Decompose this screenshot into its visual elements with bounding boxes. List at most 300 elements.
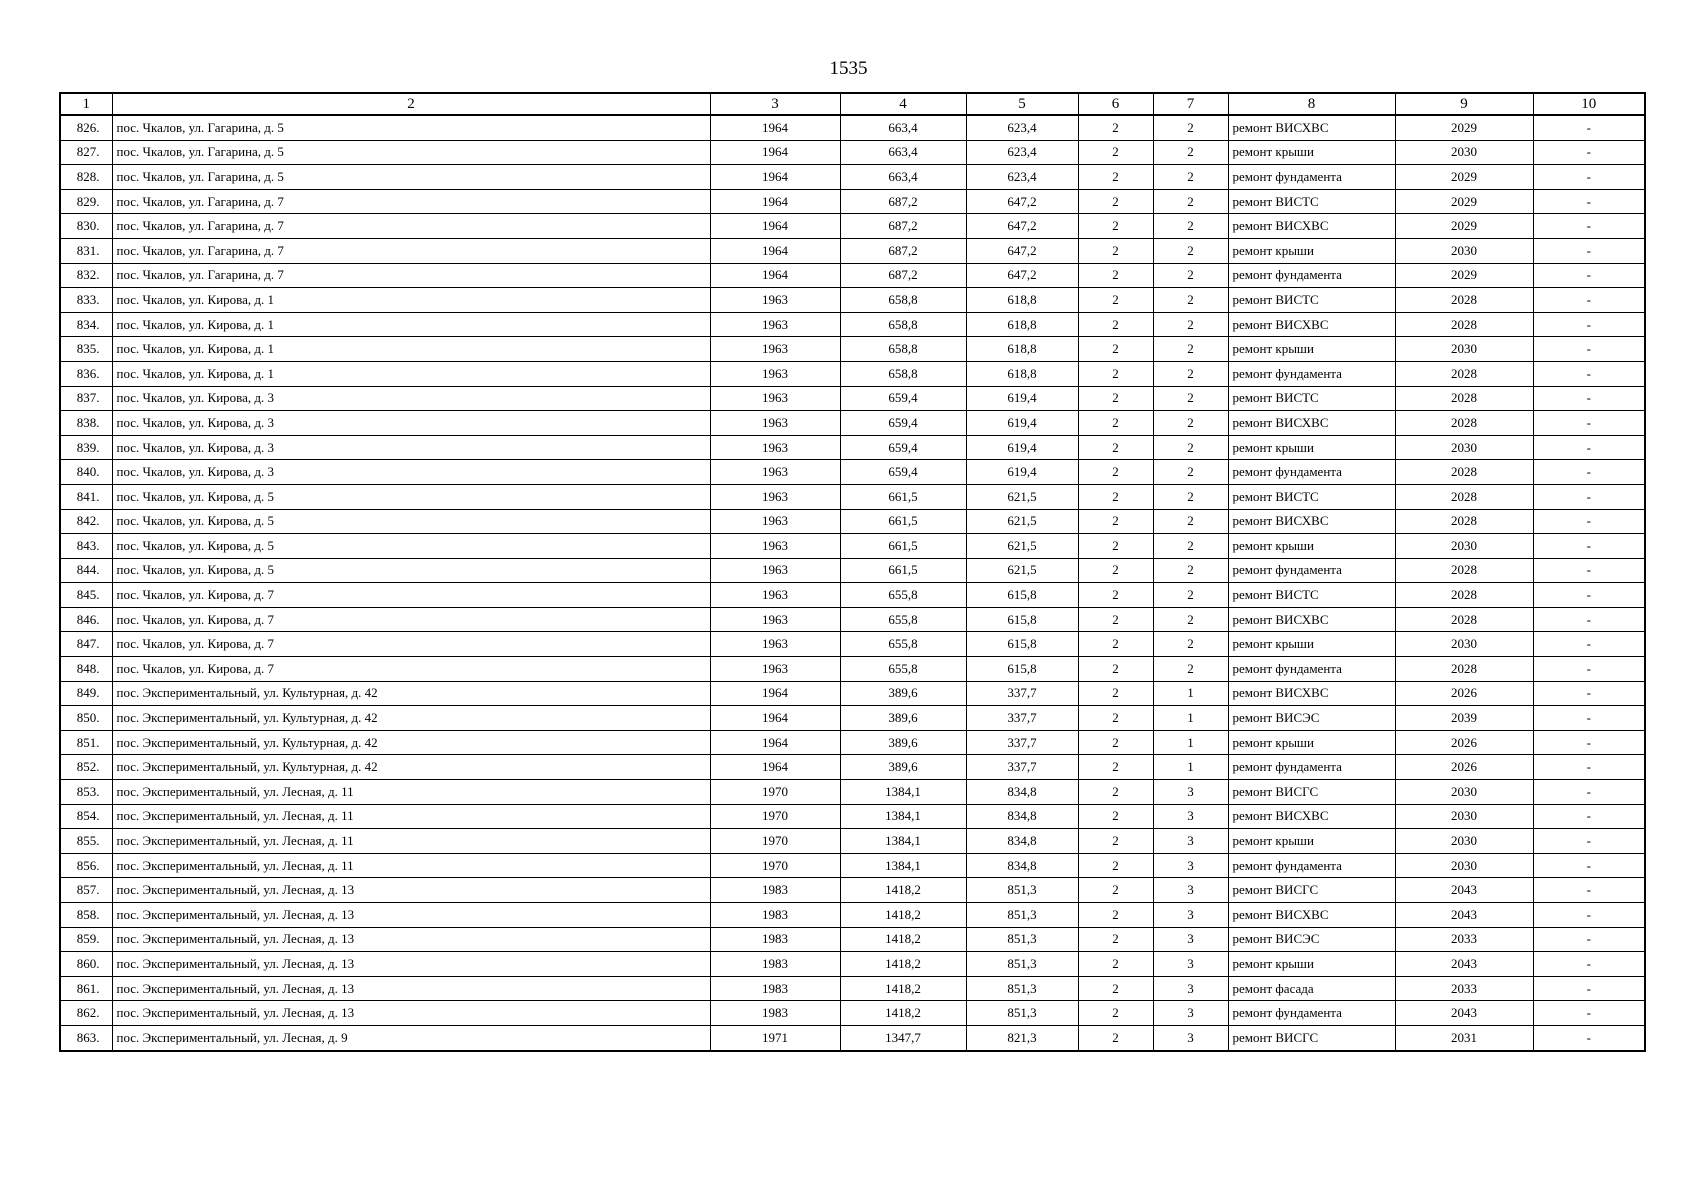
table-row — [60, 657, 1645, 682]
table-row — [60, 140, 1645, 165]
note-cell: - — [1533, 509, 1645, 534]
planned-year-cell: 2028 — [1395, 509, 1533, 534]
work-type-cell: ремонт ВИСХВС — [1228, 681, 1395, 706]
living-area-cell: 621,5 — [966, 558, 1078, 583]
column-header: 6 — [1078, 93, 1153, 115]
work-type-cell: ремонт крыши — [1228, 435, 1395, 460]
note-cell: - — [1533, 140, 1645, 165]
table-row — [60, 804, 1645, 829]
year-built-cell: 1983 — [710, 952, 840, 977]
total-area-cell: 389,6 — [840, 706, 966, 731]
floors-cell: 2 — [1078, 288, 1153, 313]
living-area-cell: 337,7 — [966, 681, 1078, 706]
entrances-cell: 3 — [1153, 976, 1228, 1001]
address-cell: пос. Чкалов, ул. Кирова, д. 7 — [112, 632, 710, 657]
table-row — [60, 927, 1645, 952]
entrances-cell: 2 — [1153, 140, 1228, 165]
entrances-cell: 2 — [1153, 435, 1228, 460]
living-area-cell: 621,5 — [966, 484, 1078, 509]
address-cell: пос. Экспериментальный, ул. Культурная, д. 42 — [112, 681, 710, 706]
address-cell: пос. Чкалов, ул. Гагарина, д. 7 — [112, 189, 710, 214]
note-cell: - — [1533, 386, 1645, 411]
year-built-cell: 1964 — [710, 730, 840, 755]
total-area-cell: 1384,1 — [840, 804, 966, 829]
column-header: 2 — [112, 93, 710, 115]
year-built-cell: 1964 — [710, 263, 840, 288]
total-area-cell: 1418,2 — [840, 952, 966, 977]
note-cell: - — [1533, 214, 1645, 239]
entrances-cell: 3 — [1153, 780, 1228, 805]
column-header: 1 — [60, 93, 112, 115]
table-row — [60, 435, 1645, 460]
address-cell: пос. Чкалов, ул. Кирова, д. 5 — [112, 534, 710, 559]
row-number-cell: 859. — [60, 927, 112, 952]
address-cell: пос. Экспериментальный, ул. Лесная, д. 13 — [112, 976, 710, 1001]
table-row — [60, 214, 1645, 239]
floors-cell: 2 — [1078, 829, 1153, 854]
planned-year-cell: 2026 — [1395, 681, 1533, 706]
address-cell: пос. Чкалов, ул. Кирова, д. 7 — [112, 657, 710, 682]
year-built-cell: 1963 — [710, 337, 840, 362]
living-area-cell: 615,8 — [966, 657, 1078, 682]
year-built-cell: 1963 — [710, 288, 840, 313]
floors-cell: 2 — [1078, 115, 1153, 140]
table-row — [60, 583, 1645, 608]
row-number-cell: 834. — [60, 312, 112, 337]
work-type-cell: ремонт крыши — [1228, 829, 1395, 854]
work-type-cell: ремонт ВИСХВС — [1228, 214, 1395, 239]
entrances-cell: 1 — [1153, 755, 1228, 780]
row-number-cell: 856. — [60, 853, 112, 878]
floors-cell: 2 — [1078, 927, 1153, 952]
work-type-cell: ремонт ВИСТС — [1228, 189, 1395, 214]
note-cell: - — [1533, 903, 1645, 928]
table-row — [60, 263, 1645, 288]
living-area-cell: 647,2 — [966, 214, 1078, 239]
work-type-cell: ремонт крыши — [1228, 140, 1395, 165]
entrances-cell: 2 — [1153, 632, 1228, 657]
planned-year-cell: 2029 — [1395, 165, 1533, 190]
year-built-cell: 1963 — [710, 435, 840, 460]
address-cell: пос. Чкалов, ул. Кирова, д. 5 — [112, 509, 710, 534]
planned-year-cell: 2030 — [1395, 435, 1533, 460]
address-cell: пос. Чкалов, ул. Гагарина, д. 7 — [112, 214, 710, 239]
row-number-cell: 828. — [60, 165, 112, 190]
note-cell: - — [1533, 706, 1645, 731]
total-area-cell: 389,6 — [840, 755, 966, 780]
entrances-cell: 2 — [1153, 509, 1228, 534]
note-cell: - — [1533, 804, 1645, 829]
total-area-cell: 663,4 — [840, 115, 966, 140]
row-number-cell: 848. — [60, 657, 112, 682]
planned-year-cell: 2028 — [1395, 361, 1533, 386]
table-row — [60, 337, 1645, 362]
work-type-cell: ремонт крыши — [1228, 238, 1395, 263]
row-number-cell: 835. — [60, 337, 112, 362]
address-cell: пос. Экспериментальный, ул. Культурная, д. 42 — [112, 706, 710, 731]
total-area-cell: 1384,1 — [840, 853, 966, 878]
year-built-cell: 1983 — [710, 976, 840, 1001]
planned-year-cell: 2028 — [1395, 558, 1533, 583]
row-number-cell: 852. — [60, 755, 112, 780]
total-area-cell: 389,6 — [840, 730, 966, 755]
column-header: 10 — [1533, 93, 1645, 115]
address-cell: пос. Чкалов, ул. Кирова, д. 1 — [112, 337, 710, 362]
floors-cell: 2 — [1078, 1025, 1153, 1050]
floors-cell: 2 — [1078, 976, 1153, 1001]
note-cell: - — [1533, 361, 1645, 386]
total-area-cell: 663,4 — [840, 140, 966, 165]
column-header: 3 — [710, 93, 840, 115]
living-area-cell: 834,8 — [966, 780, 1078, 805]
row-number-cell: 830. — [60, 214, 112, 239]
work-type-cell: ремонт ВИСХВС — [1228, 115, 1395, 140]
row-number-cell: 858. — [60, 903, 112, 928]
year-built-cell: 1963 — [710, 607, 840, 632]
table-row — [60, 558, 1645, 583]
year-built-cell: 1983 — [710, 1001, 840, 1026]
entrances-cell: 2 — [1153, 238, 1228, 263]
floors-cell: 2 — [1078, 730, 1153, 755]
table-row — [60, 312, 1645, 337]
entrances-cell: 3 — [1153, 804, 1228, 829]
living-area-cell: 647,2 — [966, 189, 1078, 214]
year-built-cell: 1983 — [710, 927, 840, 952]
floors-cell: 2 — [1078, 140, 1153, 165]
note-cell: - — [1533, 189, 1645, 214]
row-number-cell: 861. — [60, 976, 112, 1001]
living-area-cell: 623,4 — [966, 115, 1078, 140]
address-cell: пос. Чкалов, ул. Гагарина, д. 5 — [112, 165, 710, 190]
entrances-cell: 2 — [1153, 607, 1228, 632]
table-row — [60, 976, 1645, 1001]
table-row — [60, 706, 1645, 731]
row-number-cell: 847. — [60, 632, 112, 657]
total-area-cell: 687,2 — [840, 238, 966, 263]
floors-cell: 2 — [1078, 312, 1153, 337]
living-area-cell: 621,5 — [966, 534, 1078, 559]
note-cell: - — [1533, 681, 1645, 706]
address-cell: пос. Экспериментальный, ул. Культурная, д. 42 — [112, 730, 710, 755]
row-number-cell: 837. — [60, 386, 112, 411]
table-row — [60, 681, 1645, 706]
table-row — [60, 238, 1645, 263]
note-cell: - — [1533, 730, 1645, 755]
year-built-cell: 1970 — [710, 829, 840, 854]
work-type-cell: ремонт крыши — [1228, 730, 1395, 755]
floors-cell: 2 — [1078, 903, 1153, 928]
row-number-cell: 853. — [60, 780, 112, 805]
year-built-cell: 1970 — [710, 804, 840, 829]
row-number-cell: 829. — [60, 189, 112, 214]
floors-cell: 2 — [1078, 607, 1153, 632]
living-area-cell: 834,8 — [966, 853, 1078, 878]
year-built-cell: 1963 — [710, 534, 840, 559]
planned-year-cell: 2026 — [1395, 755, 1533, 780]
planned-year-cell: 2028 — [1395, 312, 1533, 337]
work-type-cell: ремонт фундамента — [1228, 1001, 1395, 1026]
address-cell: пос. Чкалов, ул. Кирова, д. 3 — [112, 435, 710, 460]
total-area-cell: 659,4 — [840, 435, 966, 460]
floors-cell: 2 — [1078, 1001, 1153, 1026]
row-number-cell: 841. — [60, 484, 112, 509]
note-cell: - — [1533, 755, 1645, 780]
address-cell: пос. Чкалов, ул. Кирова, д. 1 — [112, 288, 710, 313]
planned-year-cell: 2030 — [1395, 829, 1533, 854]
note-cell: - — [1533, 583, 1645, 608]
year-built-cell: 1970 — [710, 853, 840, 878]
total-area-cell: 1418,2 — [840, 927, 966, 952]
entrances-cell: 3 — [1153, 927, 1228, 952]
entrances-cell: 2 — [1153, 386, 1228, 411]
floors-cell: 2 — [1078, 878, 1153, 903]
total-area-cell: 661,5 — [840, 484, 966, 509]
work-type-cell: ремонт фундамента — [1228, 165, 1395, 190]
entrances-cell: 2 — [1153, 312, 1228, 337]
floors-cell: 2 — [1078, 361, 1153, 386]
planned-year-cell: 2030 — [1395, 534, 1533, 559]
total-area-cell: 661,5 — [840, 534, 966, 559]
table-row — [60, 903, 1645, 928]
year-built-cell: 1963 — [710, 558, 840, 583]
living-area-cell: 337,7 — [966, 706, 1078, 731]
address-cell: пос. Чкалов, ул. Кирова, д. 3 — [112, 411, 710, 436]
row-number-cell: 855. — [60, 829, 112, 854]
table-row — [60, 1001, 1645, 1026]
address-cell: пос. Экспериментальный, ул. Лесная, д. 11 — [112, 829, 710, 854]
year-built-cell: 1970 — [710, 780, 840, 805]
work-type-cell: ремонт крыши — [1228, 952, 1395, 977]
work-type-cell: ремонт ВИСХВС — [1228, 607, 1395, 632]
year-built-cell: 1963 — [710, 460, 840, 485]
year-built-cell: 1963 — [710, 386, 840, 411]
work-type-cell: ремонт крыши — [1228, 337, 1395, 362]
living-area-cell: 618,8 — [966, 361, 1078, 386]
total-area-cell: 659,4 — [840, 460, 966, 485]
total-area-cell: 389,6 — [840, 681, 966, 706]
entrances-cell: 2 — [1153, 411, 1228, 436]
work-type-cell: ремонт крыши — [1228, 534, 1395, 559]
note-cell: - — [1533, 780, 1645, 805]
year-built-cell: 1963 — [710, 411, 840, 436]
living-area-cell: 834,8 — [966, 804, 1078, 829]
living-area-cell: 619,4 — [966, 460, 1078, 485]
year-built-cell: 1964 — [710, 681, 840, 706]
table-row — [60, 165, 1645, 190]
column-number-row — [60, 93, 1645, 115]
address-cell: пос. Чкалов, ул. Гагарина, д. 5 — [112, 140, 710, 165]
address-cell: пос. Чкалов, ул. Кирова, д. 3 — [112, 460, 710, 485]
planned-year-cell: 2029 — [1395, 189, 1533, 214]
living-area-cell: 851,3 — [966, 976, 1078, 1001]
planned-year-cell: 2030 — [1395, 337, 1533, 362]
year-built-cell: 1964 — [710, 706, 840, 731]
table-body — [60, 115, 1645, 1051]
row-number-cell: 842. — [60, 509, 112, 534]
table-row — [60, 952, 1645, 977]
row-number-cell: 846. — [60, 607, 112, 632]
row-number-cell: 860. — [60, 952, 112, 977]
living-area-cell: 647,2 — [966, 238, 1078, 263]
table-row — [60, 607, 1645, 632]
floors-cell: 2 — [1078, 337, 1153, 362]
address-cell: пос. Экспериментальный, ул. Лесная, д. 13 — [112, 927, 710, 952]
table-row — [60, 853, 1645, 878]
column-header: 9 — [1395, 93, 1533, 115]
floors-cell: 2 — [1078, 681, 1153, 706]
floors-cell: 2 — [1078, 386, 1153, 411]
year-built-cell: 1971 — [710, 1025, 840, 1050]
row-number-cell: 843. — [60, 534, 112, 559]
row-number-cell: 850. — [60, 706, 112, 731]
total-area-cell: 658,8 — [840, 288, 966, 313]
total-area-cell: 655,8 — [840, 607, 966, 632]
address-cell: пос. Чкалов, ул. Кирова, д. 3 — [112, 386, 710, 411]
total-area-cell: 1418,2 — [840, 903, 966, 928]
planned-year-cell: 2043 — [1395, 1001, 1533, 1026]
row-number-cell: 839. — [60, 435, 112, 460]
address-cell: пос. Экспериментальный, ул. Лесная, д. 9 — [112, 1025, 710, 1050]
total-area-cell: 687,2 — [840, 189, 966, 214]
row-number-cell: 862. — [60, 1001, 112, 1026]
year-built-cell: 1963 — [710, 361, 840, 386]
note-cell: - — [1533, 435, 1645, 460]
work-type-cell: ремонт ВИСЭС — [1228, 706, 1395, 731]
table-row — [60, 386, 1645, 411]
living-area-cell: 821,3 — [966, 1025, 1078, 1050]
floors-cell: 2 — [1078, 435, 1153, 460]
entrances-cell: 3 — [1153, 1001, 1228, 1026]
planned-year-cell: 2029 — [1395, 214, 1533, 239]
address-cell: пос. Экспериментальный, ул. Лесная, д. 13 — [112, 1001, 710, 1026]
living-area-cell: 834,8 — [966, 829, 1078, 854]
year-built-cell: 1964 — [710, 189, 840, 214]
total-area-cell: 1347,7 — [840, 1025, 966, 1050]
note-cell: - — [1533, 853, 1645, 878]
address-cell: пос. Чкалов, ул. Кирова, д. 5 — [112, 558, 710, 583]
note-cell: - — [1533, 976, 1645, 1001]
work-type-cell: ремонт фундамента — [1228, 558, 1395, 583]
total-area-cell: 658,8 — [840, 337, 966, 362]
entrances-cell: 1 — [1153, 706, 1228, 731]
planned-year-cell: 2030 — [1395, 140, 1533, 165]
entrances-cell: 2 — [1153, 558, 1228, 583]
total-area-cell: 658,8 — [840, 312, 966, 337]
planned-year-cell: 2043 — [1395, 952, 1533, 977]
planned-year-cell: 2030 — [1395, 632, 1533, 657]
column-header: 7 — [1153, 93, 1228, 115]
entrances-cell: 2 — [1153, 165, 1228, 190]
column-header: 8 — [1228, 93, 1395, 115]
planned-year-cell: 2028 — [1395, 484, 1533, 509]
floors-cell: 2 — [1078, 214, 1153, 239]
address-cell: пос. Экспериментальный, ул. Лесная, д. 11 — [112, 780, 710, 805]
living-area-cell: 337,7 — [966, 730, 1078, 755]
planned-year-cell: 2039 — [1395, 706, 1533, 731]
entrances-cell: 3 — [1153, 952, 1228, 977]
living-area-cell: 623,4 — [966, 140, 1078, 165]
year-built-cell: 1964 — [710, 165, 840, 190]
living-area-cell: 623,4 — [966, 165, 1078, 190]
note-cell: - — [1533, 558, 1645, 583]
note-cell: - — [1533, 115, 1645, 140]
work-type-cell: ремонт фундамента — [1228, 657, 1395, 682]
address-cell: пос. Экспериментальный, ул. Лесная, д. 13 — [112, 878, 710, 903]
note-cell: - — [1533, 927, 1645, 952]
row-number-cell: 857. — [60, 878, 112, 903]
row-number-cell: 844. — [60, 558, 112, 583]
table-row — [60, 411, 1645, 436]
year-built-cell: 1964 — [710, 214, 840, 239]
floors-cell: 2 — [1078, 460, 1153, 485]
column-header: 5 — [966, 93, 1078, 115]
living-area-cell: 615,8 — [966, 583, 1078, 608]
year-built-cell: 1963 — [710, 583, 840, 608]
row-number-cell: 851. — [60, 730, 112, 755]
entrances-cell: 2 — [1153, 361, 1228, 386]
entrances-cell: 1 — [1153, 681, 1228, 706]
planned-year-cell: 2029 — [1395, 263, 1533, 288]
year-built-cell: 1964 — [710, 115, 840, 140]
living-area-cell: 618,8 — [966, 288, 1078, 313]
entrances-cell: 2 — [1153, 288, 1228, 313]
row-number-cell: 863. — [60, 1025, 112, 1050]
planned-year-cell: 2043 — [1395, 903, 1533, 928]
floors-cell: 2 — [1078, 780, 1153, 805]
table-row — [60, 534, 1645, 559]
entrances-cell: 3 — [1153, 878, 1228, 903]
table-row — [60, 361, 1645, 386]
row-number-cell: 838. — [60, 411, 112, 436]
entrances-cell: 2 — [1153, 263, 1228, 288]
living-area-cell: 851,3 — [966, 952, 1078, 977]
total-area-cell: 687,2 — [840, 263, 966, 288]
table-row — [60, 460, 1645, 485]
entrances-cell: 3 — [1153, 903, 1228, 928]
entrances-cell: 2 — [1153, 189, 1228, 214]
living-area-cell: 851,3 — [966, 903, 1078, 928]
total-area-cell: 661,5 — [840, 509, 966, 534]
planned-year-cell: 2026 — [1395, 730, 1533, 755]
living-area-cell: 647,2 — [966, 263, 1078, 288]
note-cell: - — [1533, 829, 1645, 854]
work-type-cell: ремонт ВИСТС — [1228, 288, 1395, 313]
floors-cell: 2 — [1078, 484, 1153, 509]
address-cell: пос. Чкалов, ул. Кирова, д. 5 — [112, 484, 710, 509]
floors-cell: 2 — [1078, 534, 1153, 559]
year-built-cell: 1964 — [710, 755, 840, 780]
address-cell: пос. Экспериментальный, ул. Лесная, д. 11 — [112, 853, 710, 878]
address-cell: пос. Экспериментальный, ул. Лесная, д. 13 — [112, 952, 710, 977]
total-area-cell: 687,2 — [840, 214, 966, 239]
work-type-cell: ремонт ВИСГС — [1228, 878, 1395, 903]
living-area-cell: 619,4 — [966, 386, 1078, 411]
floors-cell: 2 — [1078, 509, 1153, 534]
planned-year-cell: 2043 — [1395, 878, 1533, 903]
table-row — [60, 878, 1645, 903]
planned-year-cell: 2030 — [1395, 804, 1533, 829]
table-row — [60, 780, 1645, 805]
planned-year-cell: 2033 — [1395, 976, 1533, 1001]
planned-year-cell: 2033 — [1395, 927, 1533, 952]
year-built-cell: 1963 — [710, 632, 840, 657]
table-row — [60, 829, 1645, 854]
floors-cell: 2 — [1078, 706, 1153, 731]
floors-cell: 2 — [1078, 657, 1153, 682]
planned-year-cell: 2028 — [1395, 411, 1533, 436]
note-cell: - — [1533, 657, 1645, 682]
year-built-cell: 1963 — [710, 312, 840, 337]
